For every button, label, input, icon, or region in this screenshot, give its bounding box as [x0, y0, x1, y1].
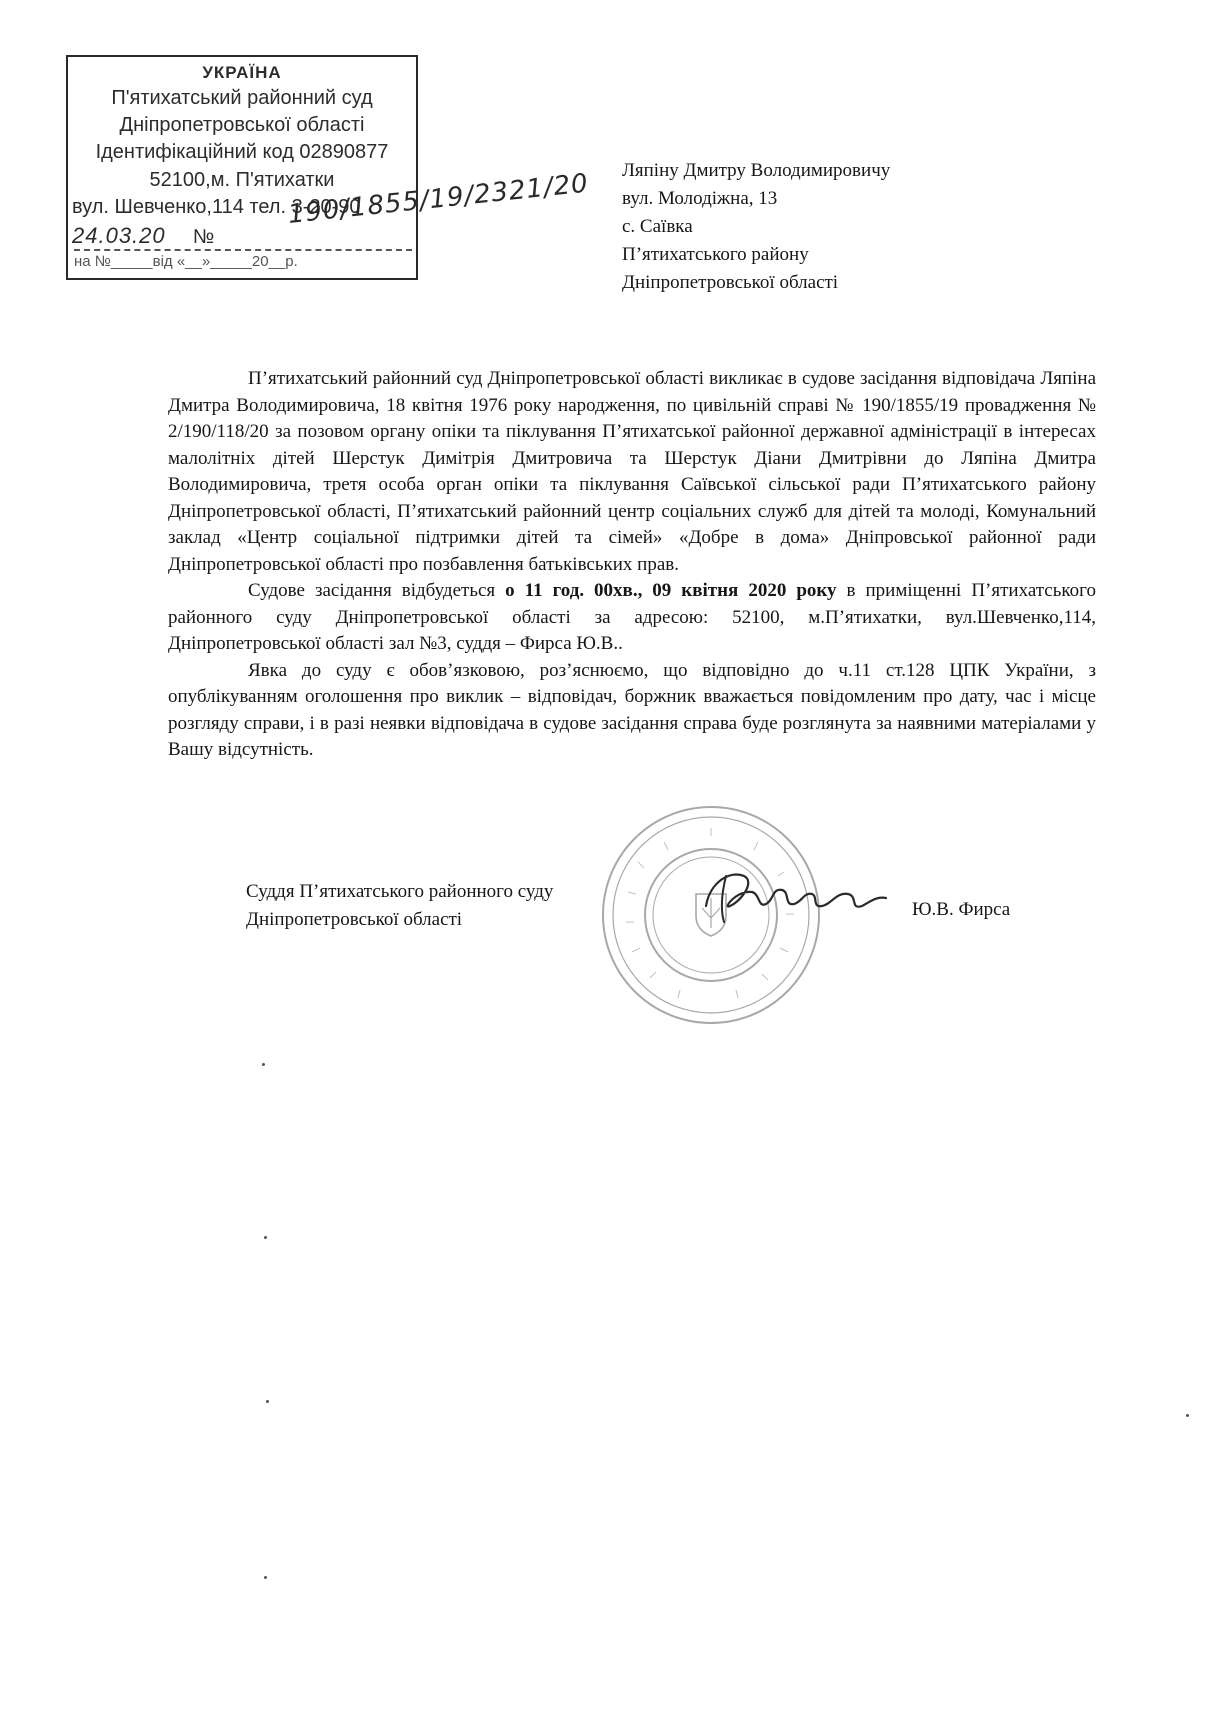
summons-paragraph-3: Явка до суду є обов’язковою, роз’яснюємо, що відповідно до ч.11 ст.128 ЦПК України, з опублікуванням оголошення про виклик – відповідач, боржник вважається повідомленим про дату, час і місце розгляду справи, і в разі неявки відповідача в судове засідання справа буде розглянута за наявними матеріалами у Вашу відсутність.	[168, 659, 1096, 760]
stamp-outgoing-line	[68, 223, 416, 249]
judge-title-line-2: Дніпропетровської області	[246, 909, 463, 930]
addressee-district: П’ятихатського району	[622, 244, 809, 265]
summons-paragraph-1: П’ятихатський районний суд Дніпропетровської області викликає в судове засідання відповідача Ляпіна Дмитра Володимировича, 18 квітня 1976 року народження, по цивільній справі № 190/1855/19 провадження № 2/190/118/20 за позовом органу опіки та піклування П’ятихатської районної державної адміністрації в інтересах малолітніх дітей Шерстук Димітрія Дмитровича та Шерстук Діани Дмитрівни до Ляпіна Дмитра Володимировича, третя особа орган опіки та піклування Саївської сільської ради П’ятихатського району Дніпропетровської області, П’ятихатський районний центр соціальних служб для дітей та молоді, Комунальний заклад «Центр соціальної підтримки дітей та сімей» «Добре в дома» Дніпровської районної ради Дніпропетровської області про позбавлення батьківських прав.	[168, 368, 1096, 575]
hearing-datetime: о 11 год. 00хв., 09 квітня 2020 року	[505, 580, 837, 601]
stamp-address: вул. Шевченко,114 тел. 3-20-90	[72, 196, 361, 218]
stamp-handwritten-date: 24.03.20	[72, 223, 166, 248]
addressee-region: Дніпропетровської області	[622, 272, 839, 293]
stamp-region: Дніпропетровської області	[119, 114, 365, 136]
scan-speck	[264, 1576, 267, 1579]
stamp-court-name: П'ятихатський районний суд	[111, 87, 373, 109]
addressee-village: с. Саївка	[622, 216, 693, 237]
handwritten-case-number: 190/1855/19/2321/20	[286, 168, 591, 230]
judge-title	[246, 878, 553, 934]
stamp-id-code: Ідентифікаційний код 02890877	[95, 141, 389, 163]
stamp-number-mark: №	[192, 226, 216, 248]
scan-speck	[266, 1400, 269, 1403]
stamp-city: 52100,м. П'ятихатки	[149, 169, 335, 191]
judge-name: Ю.В. Фирса	[912, 899, 1011, 920]
scan-speck	[264, 1236, 267, 1239]
addressee-name: Ляпіну Дмитру Володимировичу	[622, 160, 891, 181]
stamp-reply-line: на №_____від «__»_____20__р.	[74, 253, 298, 270]
judge-signature-icon	[700, 862, 890, 932]
judge-title-line-1: Суддя П’ятихатського районного суду	[246, 881, 554, 902]
hearing-intro: Судове засідання відбудеться	[248, 580, 506, 601]
addressee-block	[622, 157, 890, 297]
court-stamp	[66, 55, 418, 280]
addressee-street: вул. Молодіжна, 13	[622, 188, 778, 209]
scan-speck	[262, 1063, 265, 1066]
stamp-divider	[74, 249, 412, 251]
hearing-location: в приміщенні П’ятихатського районного суду Дніпропетровської області за адресою: 52100, м.П’ятихатки, вул.Шевченко,114, Дніпропетровської області зал №3, суддя – Фирса Ю.В..	[168, 580, 1096, 654]
summons-paragraph-2	[168, 578, 1096, 658]
scan-speck	[1186, 1414, 1189, 1417]
summons-body	[168, 366, 1096, 764]
stamp-country: УКРАЇНА	[202, 63, 282, 82]
